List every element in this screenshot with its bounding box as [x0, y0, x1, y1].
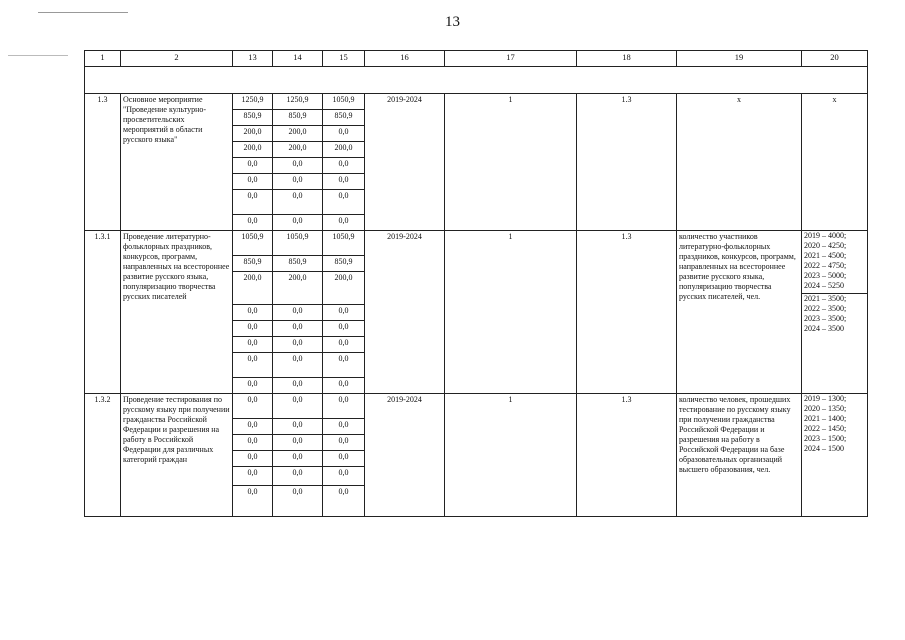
period-cell: 2019-2024 — [365, 94, 445, 231]
scan-artifact — [8, 55, 68, 56]
value-cell: 200,0 — [323, 142, 365, 158]
target-line: 2019 – 1300; — [804, 394, 847, 403]
value-cell: 0,0 — [323, 486, 365, 517]
header-cell: 14 — [273, 51, 323, 67]
value-cell: 0,0 — [323, 337, 365, 353]
header-cell: 16 — [365, 51, 445, 67]
value-cell: 0,0 — [273, 158, 323, 174]
indicator-cell: количество человек, прошедших тестирование по русскому языку при получении гражданства Российской Федерации и разрешения на работу в Российской Федерации на базе образовательных организаций высшего образования, чел. — [677, 394, 802, 517]
value-cell: 0,0 — [233, 321, 273, 337]
target-line: 2021 – 3500; — [802, 293, 867, 304]
col18-cell: 1.3 — [577, 394, 677, 517]
header-cell: 19 — [677, 51, 802, 67]
header-cell: 1 — [85, 51, 121, 67]
value-cell: 0,0 — [233, 378, 273, 394]
target-line: 2023 – 1500; — [804, 434, 847, 443]
value-cell: 0,0 — [233, 419, 273, 435]
value-cell: 0,0 — [273, 174, 323, 190]
value-cell: 200,0 — [233, 126, 273, 142]
value-cell: 0,0 — [233, 353, 273, 378]
page-number: 13 — [445, 14, 460, 30]
col18-cell: 1.3 — [577, 94, 677, 231]
value-cell: 200,0 — [233, 272, 273, 305]
value-cell: 0,0 — [233, 305, 273, 321]
col17-cell: 1 — [445, 231, 577, 394]
col18-cell: 1.3 — [577, 231, 677, 394]
value-cell: 200,0 — [323, 272, 365, 305]
target-line: 2021 – 1400; — [804, 414, 847, 423]
target-line: 2023 – 5000; — [804, 271, 847, 280]
target-cell — [802, 231, 868, 394]
value-cell: 0,0 — [273, 486, 323, 517]
value-cell: 0,0 — [323, 174, 365, 190]
program-table — [84, 50, 868, 517]
value-cell: 0,0 — [233, 158, 273, 174]
value-cell: 0,0 — [273, 337, 323, 353]
row-id: 1.3.1 — [85, 231, 121, 394]
value-cell: 0,0 — [323, 353, 365, 378]
header-cell: 2 — [121, 51, 233, 67]
value-cell: 0,0 — [273, 435, 323, 451]
value-cell: 0,0 — [273, 215, 323, 231]
value-cell: 0,0 — [323, 158, 365, 174]
target-line: 2024 – 3500 — [804, 324, 844, 333]
value-cell: 0,0 — [273, 467, 323, 486]
row-id: 1.3.2 — [85, 394, 121, 517]
value-cell: 0,0 — [233, 190, 273, 215]
value-cell: 0,0 — [323, 215, 365, 231]
value-cell: 0,0 — [323, 419, 365, 435]
value-cell: 0,0 — [323, 305, 365, 321]
period-cell: 2019-2024 — [365, 231, 445, 394]
value-cell: 0,0 — [233, 486, 273, 517]
value-cell: 0,0 — [273, 305, 323, 321]
value-cell: 850,9 — [323, 110, 365, 126]
value-cell: 0,0 — [273, 451, 323, 467]
col17-cell: 1 — [445, 94, 577, 231]
value-cell: 0,0 — [323, 190, 365, 215]
value-cell: 1250,9 — [233, 94, 273, 110]
indicator-cell: x — [677, 94, 802, 231]
value-cell: 0,0 — [323, 378, 365, 394]
value-cell: 850,9 — [233, 256, 273, 272]
row-name: Проведение тестирования по русскому языку при получении гражданства Российской Федерации и разрешения на работу в Российской Федерации для различных категорий граждан — [121, 394, 233, 517]
value-cell: 0,0 — [323, 321, 365, 337]
target-line: 2022 – 4750; — [804, 261, 847, 270]
value-cell: 0,0 — [233, 337, 273, 353]
value-cell: 0,0 — [233, 451, 273, 467]
value-cell: 850,9 — [323, 256, 365, 272]
target-line: 2021 – 4500; — [804, 251, 847, 260]
target-cell: x — [802, 94, 868, 231]
value-cell: 850,9 — [233, 110, 273, 126]
table-row — [85, 231, 868, 256]
value-cell: 0,0 — [273, 353, 323, 378]
header-row — [85, 51, 868, 67]
value-cell: 850,9 — [273, 256, 323, 272]
value-cell: 0,0 — [233, 174, 273, 190]
spacer-row — [85, 67, 868, 94]
header-cell: 20 — [802, 51, 868, 67]
value-cell: 0,0 — [233, 467, 273, 486]
period-cell: 2019-2024 — [365, 394, 445, 517]
value-cell: 1050,9 — [323, 231, 365, 256]
target-line: 2020 – 1350; — [804, 404, 847, 413]
value-cell: 1250,9 — [273, 94, 323, 110]
value-cell: 0,0 — [273, 378, 323, 394]
target-line: 2022 – 1450; — [804, 424, 847, 433]
value-cell: 0,0 — [273, 419, 323, 435]
value-cell: 850,9 — [273, 110, 323, 126]
row-id: 1.3 — [85, 94, 121, 231]
value-cell: 0,0 — [273, 394, 323, 419]
value-cell: 1050,9 — [323, 94, 365, 110]
row-name: Основное мероприятие "Проведение культурно-просветительских мероприятий в области русского языка" — [121, 94, 233, 231]
row-name: Проведение литературно-фольклорных праздников, конкурсов, программ, направленных на всестороннее развитие русского языка, популяризацию творчества русских писателей — [121, 231, 233, 394]
value-cell: 0,0 — [323, 451, 365, 467]
col17-cell: 1 — [445, 394, 577, 517]
target-line: 2022 – 3500; — [804, 304, 847, 313]
header-cell: 13 — [233, 51, 273, 67]
value-cell: 200,0 — [273, 272, 323, 305]
target-line: 2024 – 5250 — [804, 281, 844, 290]
value-cell: 0,0 — [273, 321, 323, 337]
value-cell: 1050,9 — [233, 231, 273, 256]
header-cell: 17 — [445, 51, 577, 67]
value-cell: 0,0 — [323, 435, 365, 451]
value-cell: 0,0 — [323, 394, 365, 419]
header-cell: 15 — [323, 51, 365, 67]
target-line: 2024 – 1500 — [804, 444, 844, 453]
target-line: 2019 – 4000; — [804, 231, 847, 240]
value-cell: 0,0 — [233, 435, 273, 451]
scan-artifact — [38, 12, 128, 13]
value-cell: 200,0 — [233, 142, 273, 158]
value-cell: 0,0 — [233, 215, 273, 231]
value-cell: 200,0 — [273, 126, 323, 142]
header-cell: 18 — [577, 51, 677, 67]
value-cell: 0,0 — [323, 126, 365, 142]
target-line: 2023 – 3500; — [804, 314, 847, 323]
value-cell: 1050,9 — [273, 231, 323, 256]
table-row — [85, 94, 868, 110]
target-cell — [802, 394, 868, 517]
value-cell: 0,0 — [233, 394, 273, 419]
target-line: 2020 – 4250; — [804, 241, 847, 250]
value-cell: 200,0 — [273, 142, 323, 158]
table-row — [85, 394, 868, 419]
value-cell: 0,0 — [273, 190, 323, 215]
value-cell: 0,0 — [323, 467, 365, 486]
indicator-cell: количество участников литературно-фольклорных праздников, конкурсов, программ, направленных на всестороннее развитие русского языка, популяризацию творчества русских писателей, чел. — [677, 231, 802, 394]
